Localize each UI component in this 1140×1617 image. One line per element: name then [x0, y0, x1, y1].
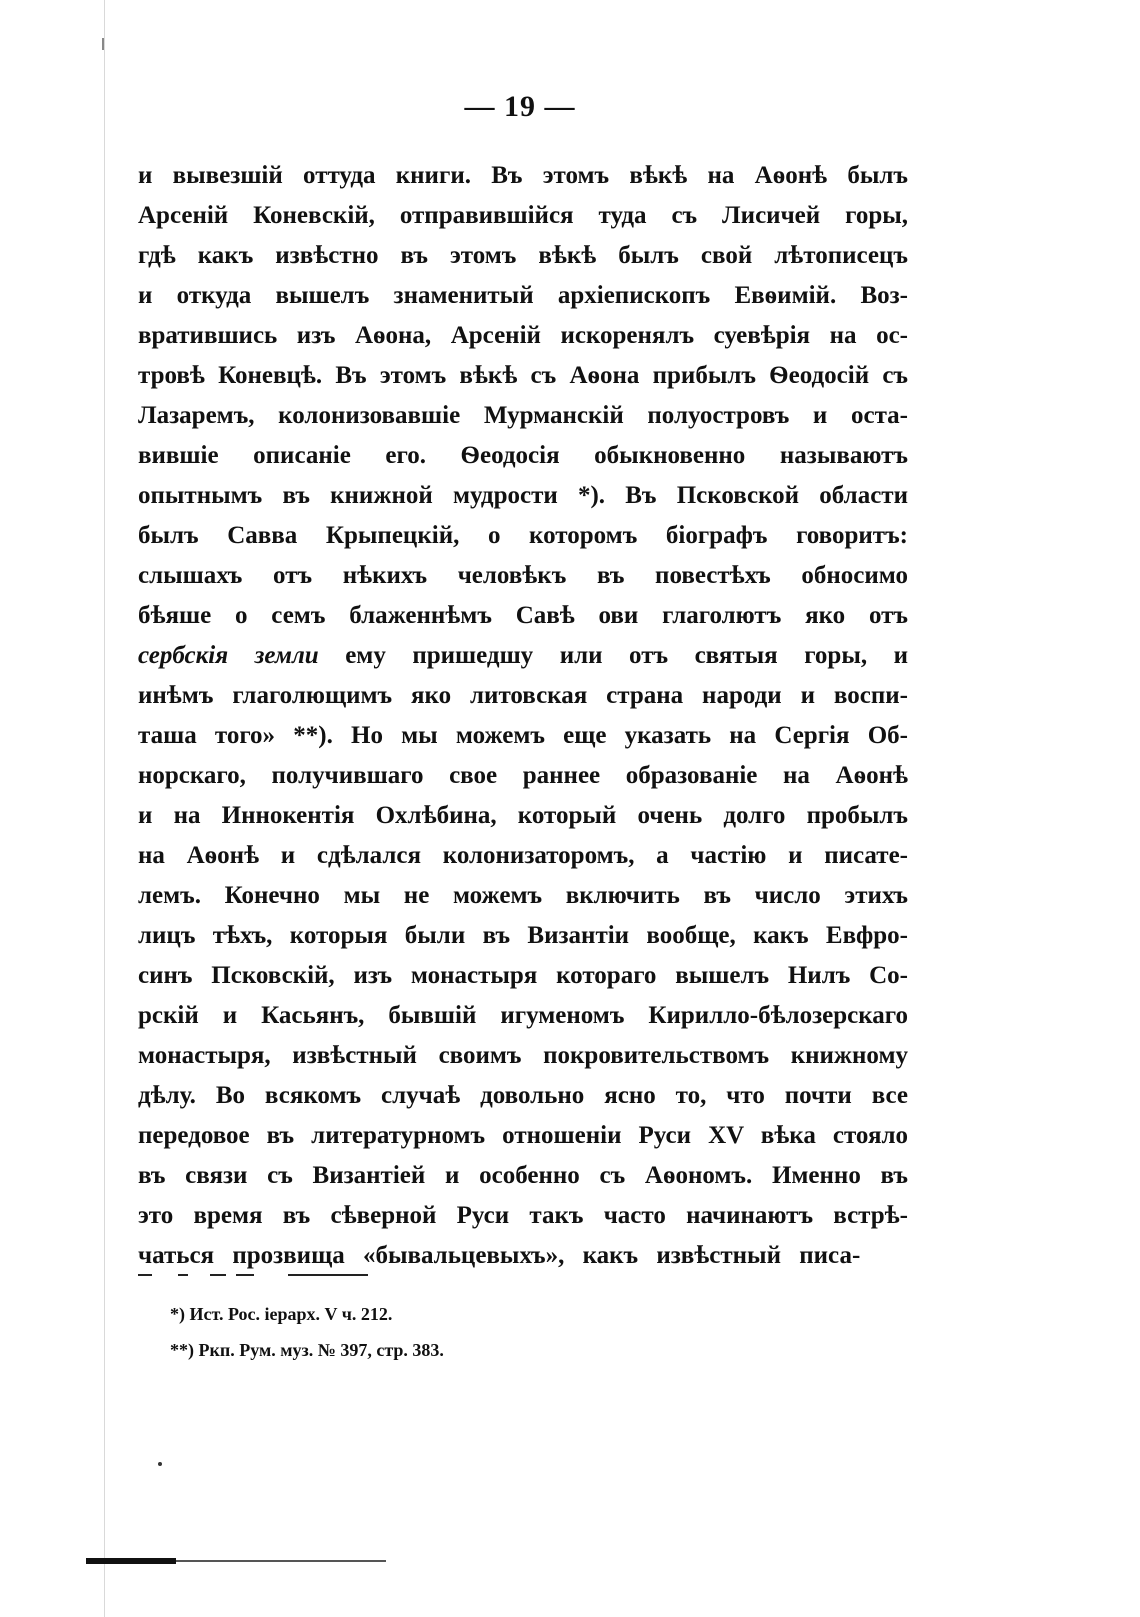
body-line: опытнымъ въ книжной мудрости *). Въ Псковской области [138, 482, 908, 509]
body-line: Арсеній Коневскій, отправившійся туда съ Лисичей горы, [138, 202, 908, 229]
body-line: лемъ. Конечно мы не можемъ включить въ число этихъ [138, 882, 908, 909]
binding-edge [104, 0, 105, 1617]
edge-mark [102, 38, 104, 50]
body-line: рскій и Касьянъ, бывшій игуменомъ Кирилло-бѣлозерскаго [138, 1002, 908, 1029]
body-line: былъ Савва Крыпецкій, о которомъ біографъ говоритъ: [138, 522, 908, 549]
body-line: лицъ тѣхъ, которыя были въ Византіи вообще, какъ Евфро- [138, 922, 908, 949]
body-line: гдѣ какъ извѣстно въ этомъ вѣкѣ былъ свой лѣтописецъ [138, 242, 908, 269]
body-line: инѣмъ глаголющимъ яко литовская страна народи и воспи- [138, 682, 908, 709]
scan-edge-bar-tail [176, 1560, 386, 1562]
body-line: это время въ сѣверной Руси такъ часто начинаютъ встрѣ- [138, 1202, 908, 1229]
page-number: — 19 — [464, 90, 576, 123]
body-line: и на Иннокентія Охлѣбина, который очень долго пробылъ [138, 802, 908, 829]
scan-edge-bar [86, 1558, 176, 1564]
body-line: вившіе описаніе его. Ѳеодосія обыкновенно называютъ [138, 442, 908, 469]
italic-line-rest: ему пришедшу или отъ святыя горы, и [318, 642, 909, 669]
body-line: таша того» **). Но мы можемъ еще указать на Сергія Об- [138, 722, 908, 749]
body-line: въ связи съ Византіей и особенно съ Аѳономъ. Именно въ [138, 1162, 908, 1189]
body-line: монастыря, извѣстный своимъ покровительствомъ книжному [138, 1042, 908, 1069]
body-text [138, 156, 908, 1276]
footnotes [170, 1296, 770, 1368]
scan-speck [158, 1462, 162, 1466]
body-line: бѣяше о семъ блаженнѣмъ Савѣ ови глаголютъ яко отъ [138, 602, 908, 629]
body-line-italic [138, 636, 908, 676]
footnote: *) Ист. Рос. іерарх. V ч. 212. [170, 1304, 393, 1324]
body-line: чаться прозвища «бывальцевыхъ», какъ извѣстный писа- [138, 1242, 861, 1269]
body-line: норскаго, получившаго свое раннее образованіе на Аѳонѣ [138, 762, 908, 789]
italic-phrase: сербскія земли [138, 642, 319, 669]
footnote-rule [138, 1274, 378, 1276]
body-line: дѣлу. Во всякомъ случаѣ довольно ясно то, что почти все [138, 1082, 908, 1109]
body-line: слышахъ отъ нѣкихъ человѣкъ въ повестѣхъ обносимо [138, 562, 908, 589]
body-line: вратившись изъ Аѳона, Арсеній искоренялъ суевѣрія на ос- [138, 322, 908, 349]
body-line: и вывезшій оттуда книги. Въ этомъ вѣкѣ на Аѳонѣ былъ [138, 162, 908, 189]
body-line: синъ Псковскій, изъ монастыря котораго вышелъ Нилъ Со- [138, 962, 908, 989]
body-line: передовое въ литературномъ отношеніи Руси XV вѣка стояло [138, 1122, 908, 1149]
footnote: **) Ркп. Рум. муз. № 397, стр. 383. [170, 1340, 444, 1360]
body-line: и откуда вышелъ знаменитый архіепископъ Евѳимій. Воз- [138, 282, 908, 309]
body-line: Лазаремъ, колонизовавшіе Мурманскій полуостровъ и оста- [138, 402, 908, 429]
body-line: тровѣ Коневцѣ. Въ этомъ вѣкѣ съ Аѳона прибылъ Ѳеодосій съ [138, 362, 908, 389]
body-line: на Аѳонѣ и сдѣлался колонизаторомъ, а частію и писате- [138, 842, 908, 869]
